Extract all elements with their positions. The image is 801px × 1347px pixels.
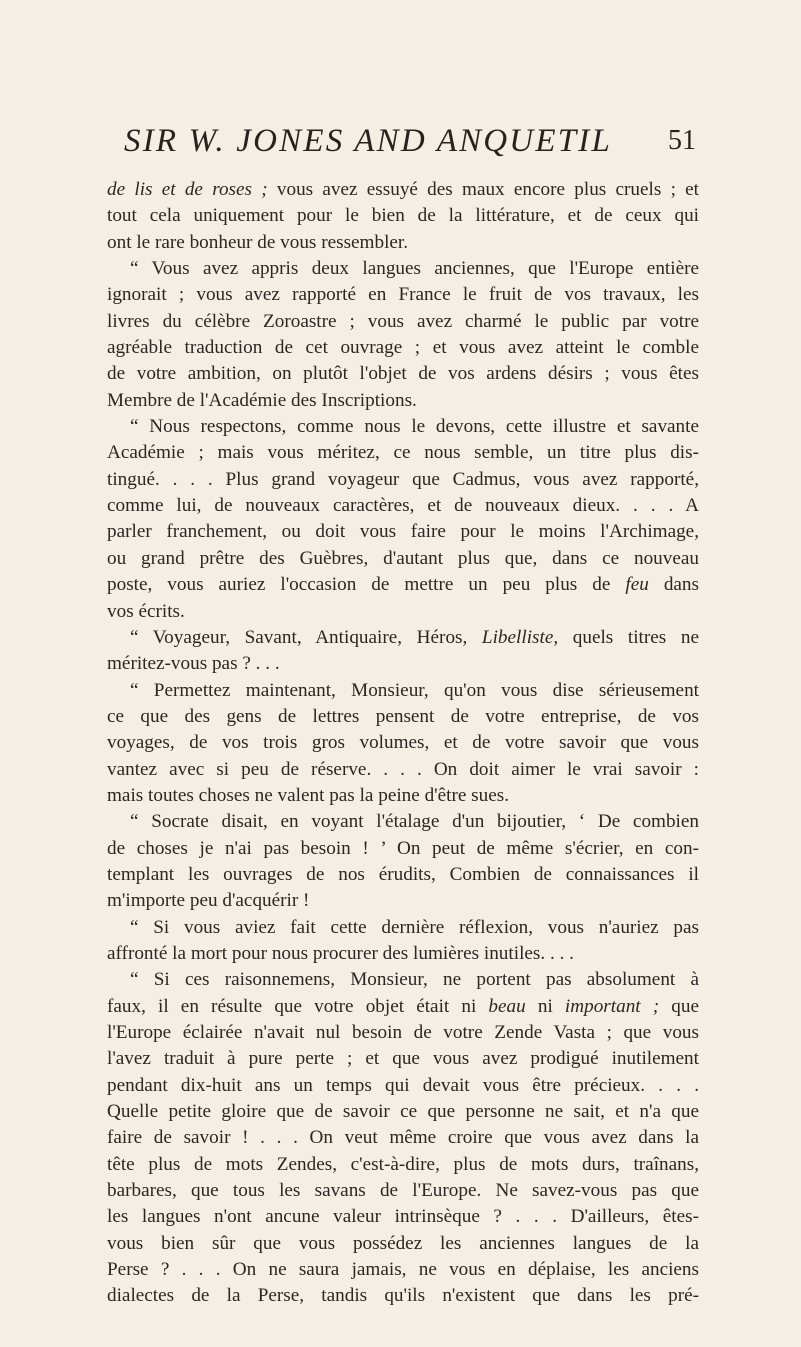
text-line	[107, 414, 699, 440]
text-run: de choses je n'ai pas besoin ! ’ On peut de même s'écrier, en con-	[107, 837, 699, 859]
text-run: agréable traduction de cet ouvrage ; et vous avez atteint le comble	[107, 337, 699, 359]
text-line	[107, 1099, 699, 1125]
page-number: 51	[668, 125, 696, 156]
text-run: tout cela uniquement pour le bien de la littérature, et de ceux qui	[107, 205, 699, 227]
text-run: “ Si ces raisonnemens, Monsieur, ne portent pas absolument à	[130, 969, 699, 991]
text-run: faux, il en résulte que votre objet était ni	[107, 995, 489, 1017]
italic-text: de lis et de roses ;	[107, 179, 268, 200]
italic-text: Libelliste,	[481, 626, 559, 648]
text-line	[107, 625, 699, 651]
text-run: barbares, que tous les savans de l'Europe. Ne savez-vous pas que	[107, 1180, 699, 1202]
text-run: mais toutes choses ne valent pas la peine d'être sues.	[107, 784, 510, 806]
text-run: Académie ; mais vous méritez, ce nous semble, un titre plus dis-	[107, 442, 699, 464]
text-line	[107, 1152, 699, 1178]
text-line	[107, 309, 699, 335]
text-line	[107, 967, 699, 993]
text-line	[107, 388, 699, 414]
text-run: ce que des gens de lettres pensent de votre entreprise, de vos	[107, 705, 699, 727]
text-line	[107, 467, 699, 493]
text-line	[107, 809, 699, 835]
text-run: tingué. . . . Plus grand voyageur que Cadmus, vous avez rapporté,	[107, 468, 699, 490]
text-line	[107, 440, 699, 466]
text-line	[107, 546, 699, 572]
text-run: vous avez essuyé des maux encore plus cruels ; et	[267, 179, 699, 200]
text-run: “ Si vous aviez fait cette dernière réflexion, vous n'auriez pas	[130, 916, 699, 938]
text-line	[107, 1283, 699, 1309]
text-run: faire de savoir ! . . . On veut même croire que vous avez dans la	[107, 1127, 699, 1149]
text-line	[107, 1073, 699, 1099]
text-line	[107, 335, 699, 361]
running-title: SIR W. JONES AND ANQUETIL	[124, 123, 612, 159]
text-line	[107, 862, 699, 888]
text-line	[107, 230, 699, 256]
text-line	[107, 651, 699, 677]
text-line	[107, 493, 699, 519]
text-run: ni	[525, 995, 565, 1017]
text-run: “ Voyageur, Savant, Antiquaire, Héros,	[130, 626, 482, 648]
text-run: ignorait ; vous avez rapporté en France le fruit de vos travaux, les	[107, 284, 699, 306]
italic-text: important ;	[564, 995, 660, 1017]
text-run: “ Vous avez appris deux langues anciennes, que l'Europe entière	[130, 258, 699, 280]
text-run: “ Socrate disait, en voyant l'étalage d'un bijoutier, ‘ De combien	[130, 811, 699, 833]
text-run: dans	[648, 574, 699, 596]
italic-text: feu	[625, 574, 649, 596]
text-run: les langues n'ont ancune valeur intrinsèque ? . . . D'ailleurs, êtes-	[107, 1206, 699, 1228]
text-line	[107, 1125, 699, 1151]
text-run: m'importe peu d'acquérir !	[107, 890, 310, 912]
text-line	[107, 1178, 699, 1204]
text-line	[107, 704, 699, 730]
text-line	[107, 836, 699, 862]
text-run: livres du célèbre Zoroastre ; vous avez charmé le public par votre	[107, 310, 699, 332]
text-run: l'avez traduit à pure perte ; et que vous avez prodigué inutilement	[107, 1048, 699, 1070]
text-run: tête plus de mots Zendes, c'est-à-dire, plus de mots durs, traînans,	[107, 1153, 699, 1175]
text-run: affronté la mort pour nous procurer des lumières inutiles. . . .	[107, 942, 574, 964]
text-line	[107, 678, 699, 704]
text-run: “ Nous respectons, comme nous le devons, cette illustre et savante	[130, 416, 699, 438]
text-run: vantez avec si peu de réserve. . . . On doit aimer le vrai savoir :	[107, 758, 699, 780]
text-line	[107, 203, 699, 229]
text-line	[107, 730, 699, 756]
text-run: ou grand prêtre des Guèbres, d'autant plus que, dans ce nouveau	[107, 547, 699, 569]
text-run: Quelle petite gloire que de savoir ce que personne ne sait, et n'a que	[107, 1101, 699, 1123]
text-line	[107, 177, 699, 203]
text-run: voyages, de vos trois gros volumes, et de votre savoir que vous	[107, 732, 699, 754]
text-run: vous bien sûr que vous possédez les anciennes langues de la	[107, 1232, 699, 1254]
text-line	[107, 282, 699, 308]
italic-text: beau	[488, 995, 526, 1017]
text-run: vos écrits.	[107, 600, 185, 622]
text-run: ont le rare bonheur de vous ressembler.	[107, 231, 409, 253]
text-line	[107, 941, 699, 967]
text-line	[107, 572, 699, 598]
text-line	[107, 256, 699, 282]
text-run: templant les ouvrages de nos érudits, Combien de connaissances il	[107, 863, 699, 885]
running-head	[0, 121, 801, 161]
text-line	[107, 915, 699, 941]
text-run: l'Europe éclairée n'avait nul besoin de votre Zende Vasta ; que vous	[107, 1022, 699, 1043]
body-text	[107, 177, 699, 1310]
text-run: dialectes de la Perse, tandis qu'ils n'existent que dans les pré-	[107, 1285, 699, 1307]
text-line	[107, 1257, 699, 1283]
text-run: de votre ambition, on plutôt l'objet de vos ardens désirs ; vous êtes	[107, 363, 699, 385]
text-line	[107, 888, 699, 914]
text-line	[107, 1204, 699, 1230]
text-run: parler franchement, ou doit vous faire pour le moins l'Archimage,	[107, 521, 699, 543]
text-run: méritez-vous pas ? . . .	[107, 653, 280, 675]
text-line	[107, 519, 699, 545]
text-run: “ Permettez maintenant, Monsieur, qu'on vous dise sérieusement	[130, 679, 699, 701]
text-run: poste, vous auriez l'occasion de mettre un peu plus de	[107, 574, 626, 596]
text-line	[107, 783, 699, 809]
text-run: Perse ? . . . On ne saura jamais, ne vous en déplaise, les anciens	[107, 1259, 699, 1281]
text-line	[107, 1020, 699, 1046]
text-run: comme lui, de nouveaux caractères, et de nouveaux dieux. . . . A	[107, 495, 699, 517]
text-line	[107, 599, 699, 625]
text-run: pendant dix-huit ans un temps qui devait vous être précieux. . . .	[107, 1074, 699, 1096]
text-line	[107, 994, 699, 1020]
text-run: quels titres ne	[558, 626, 699, 648]
text-run: Membre de l'Académie des Inscriptions.	[107, 389, 417, 411]
text-line	[107, 1046, 699, 1072]
text-line	[107, 757, 699, 783]
text-line	[107, 361, 699, 387]
text-run: que	[659, 995, 699, 1017]
text-line	[107, 1231, 699, 1257]
